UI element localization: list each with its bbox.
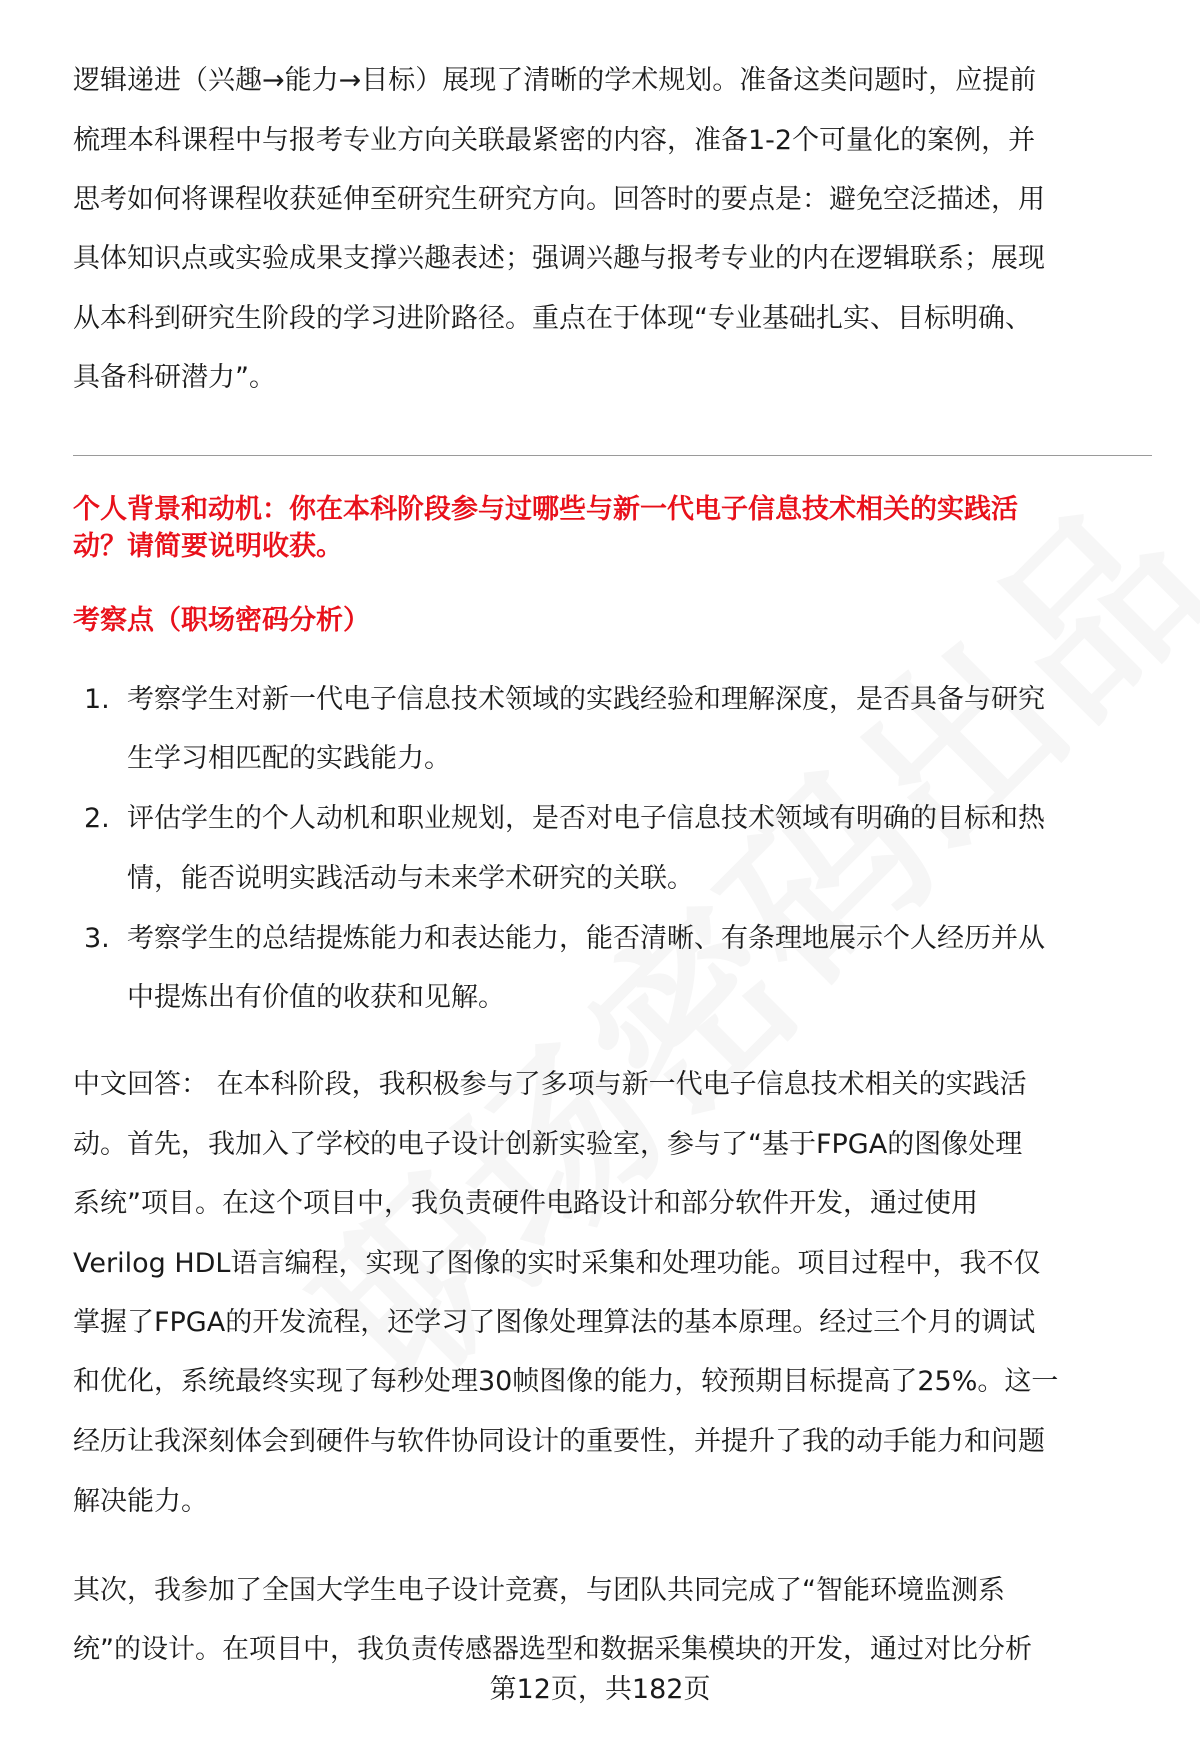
intro-line: 逻辑递进（兴趣→能力→目标）展现了清晰的学术规划。准备这类问题时，应提前: [73, 65, 1037, 96]
intro-line: 具备科研潜力”。: [73, 362, 276, 393]
list-number: 2.: [84, 803, 110, 834]
list-item: 生学习相匹配的实践能力。: [127, 743, 451, 774]
question-heading: 动？请简要说明收获。: [73, 531, 343, 562]
answer-line: 经历让我深刻体会到硬件与软件协同设计的重要性，并提升了我的动手能力和问题: [73, 1426, 1045, 1457]
answer-line: 动。首先，我加入了学校的电子设计创新实验室，参与了“基于FPGA的图像处理: [73, 1129, 1023, 1160]
list-number: 3.: [84, 923, 110, 954]
list-item: 考察学生对新一代电子信息技术领域的实践经验和理解深度，是否具备与研究: [127, 684, 1045, 715]
answer-line: 和优化，系统最终实现了每秒处理30帧图像的能力，较预期目标提高了25%。这一: [73, 1366, 1059, 1397]
list-number: 1.: [84, 684, 110, 715]
answer-line: 中文回答： 在本科阶段，我积极参与了多项与新一代电子信息技术相关的实践活: [73, 1069, 1027, 1100]
list-item: 考察学生的总结提炼能力和表达能力，能否清晰、有条理地展示个人经历并从: [127, 923, 1045, 954]
question-heading: 个人背景和动机：你在本科阶段参与过哪些与新一代电子信息技术相关的实践活: [73, 494, 1018, 525]
answer-line: 解决能力。: [73, 1486, 208, 1517]
list-item: 评估学生的个人动机和职业规划，是否对电子信息技术领域有明确的目标和热: [127, 803, 1045, 834]
list-item: 中提炼出有价值的收获和见解。: [127, 982, 505, 1013]
intro-line: 具体知识点或实验成果支撑兴趣表述；强调兴趣与报考专业的内在逻辑联系；展现: [73, 243, 1045, 274]
answer-line: 系统”项目。在这个项目中，我负责硬件电路设计和部分软件开发，通过使用: [73, 1188, 978, 1219]
section-divider: [73, 455, 1152, 456]
answer-line: 统”的设计。在项目中，我负责传感器选型和数据采集模块的开发，通过对比分析: [73, 1634, 1032, 1665]
answer-line: 掌握了FPGA的开发流程，还学习了图像处理算法的基本原理。经过三个月的调试: [73, 1307, 1036, 1338]
intro-line: 梳理本科课程中与报考专业方向关联最紧密的内容，准备1-2个可量化的案例，并: [73, 125, 1036, 156]
intro-line: 思考如何将课程收获延伸至研究生研究方向。回答时的要点是：避免空泛描述，用: [73, 184, 1045, 215]
section-heading: 考察点（职场密码分析）: [73, 605, 370, 636]
answer-line: 其次，我参加了全国大学生电子设计竞赛，与团队共同完成了“智能环境监测系: [73, 1575, 1005, 1606]
answer-line: Verilog HDL语言编程，实现了图像的实时采集和处理功能。项目过程中，我不仅: [73, 1248, 1041, 1279]
list-item: 情，能否说明实践活动与未来学术研究的关联。: [127, 863, 694, 894]
intro-line: 从本科到研究生阶段的学习进阶路径。重点在于体现“专业基础扎实、目标明确、: [73, 303, 1032, 334]
page-footer: 第12页，共182页: [489, 1674, 711, 1705]
